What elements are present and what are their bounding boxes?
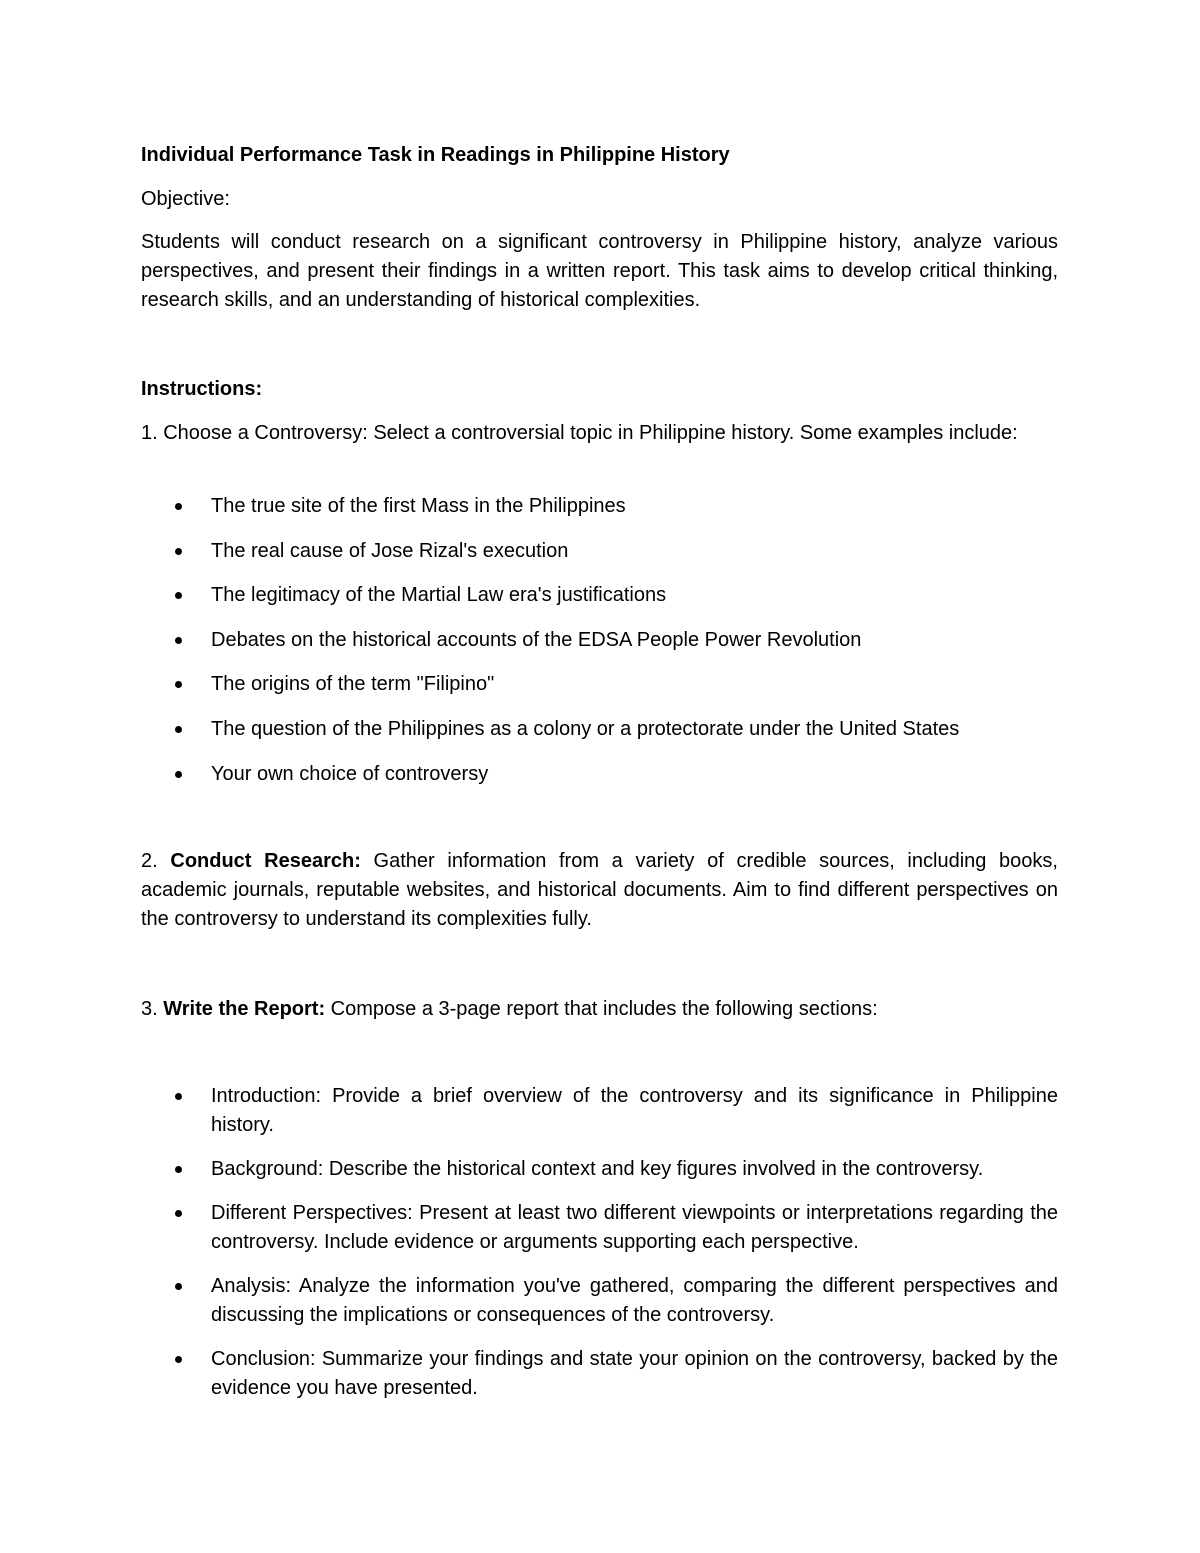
- list-item: [141, 715, 1058, 744]
- bullet-dot: [175, 637, 182, 644]
- list-item: [141, 1272, 1058, 1330]
- step-3-heading: Write the Report:: [163, 998, 326, 1020]
- bullet-dot: [175, 771, 182, 778]
- list-item-text: The legitimacy of the Martial Law era's justifications: [211, 584, 667, 607]
- bullet-dot: [175, 681, 182, 688]
- bullet-dot: [175, 1210, 182, 1217]
- bullet-dot: [175, 1356, 182, 1363]
- bullet-dot: [175, 1283, 182, 1290]
- list-item: [141, 760, 1058, 789]
- bullet-dot: [175, 1093, 182, 1100]
- controversy-examples-list: [141, 492, 1058, 804]
- list-item-text: Analysis: Analyze the information you've gathered, comparing the different perspectives and discussing the implications or consequences of the controversy.: [211, 1275, 1058, 1326]
- list-item-text: Background: Describe the historical context and key figures involved in the controversy.: [211, 1158, 984, 1180]
- bullet-dot: [175, 503, 182, 510]
- list-item: [141, 626, 1058, 655]
- bullet-dot: [175, 726, 182, 733]
- step-1-paragraph: 1. Choose a Controversy: Select a controversial topic in Philippine history. Some examples include:: [141, 422, 1018, 444]
- list-item-text: Different Perspectives: Present at least two different viewpoints or interpretations regarding the controversy. Include evidence or arguments supporting each perspective.: [211, 1202, 1058, 1253]
- list-item: [141, 670, 1058, 699]
- list-item: [141, 492, 1058, 521]
- list-item-text: Debates on the historical accounts of the EDSA People Power Revolution: [211, 628, 862, 651]
- list-item-text: The question of the Philippines as a colony or a protectorate under the United States: [211, 717, 960, 740]
- list-item: [141, 1155, 1058, 1184]
- step-2-number: 2.: [141, 850, 171, 872]
- bullet-dot: [175, 592, 182, 599]
- list-item: [141, 581, 1058, 610]
- step-2-text: Gather information from a variety of credible sources, including books, academic journals, reputable websites, and historical documents. Aim to find different perspectives on the controversy to understand its complexities fully.: [141, 850, 1058, 930]
- report-sections-list: [141, 1082, 1058, 1418]
- step-2-paragraph: [141, 847, 1058, 934]
- list-item-text: Conclusion: Summarize your findings and state your opinion on the controversy, backed by the evidence you have presented.: [211, 1348, 1058, 1399]
- step-3-text: Compose a 3-page report that includes the following sections:: [325, 998, 878, 1020]
- list-item-text: The origins of the term "Filipino": [211, 673, 495, 696]
- instructions-label: Instructions:: [141, 378, 263, 400]
- list-item-text: Your own choice of controversy: [211, 762, 489, 785]
- list-item-text: Introduction: Provide a brief overview of the controversy and its significance in Philippine history.: [211, 1085, 1058, 1136]
- list-item: [141, 1082, 1058, 1140]
- list-item-text: The real cause of Jose Rizal's execution: [211, 539, 569, 562]
- list-item: [141, 537, 1058, 566]
- bullet-dot: [175, 548, 182, 555]
- step-3-number: 3.: [141, 998, 164, 1020]
- list-item: [141, 1345, 1058, 1403]
- step-2-heading: Conduct Research:: [170, 850, 361, 872]
- objective-label: Objective:: [141, 188, 230, 210]
- document-title: Individual Performance Task in Readings in Philippine History: [141, 144, 730, 166]
- list-item-text: The true site of the first Mass in the Philippines: [211, 495, 626, 517]
- bullet-dot: [175, 1166, 182, 1173]
- objective-paragraph: Students will conduct research on a significant controversy in Philippine history, analyze various perspectives, and present their findings in a written report. This task aims to develop critical thinking, research skills, and an understanding of historical complexities.: [141, 231, 1058, 311]
- step-3-paragraph: [141, 995, 1058, 1024]
- list-item: [141, 1199, 1058, 1257]
